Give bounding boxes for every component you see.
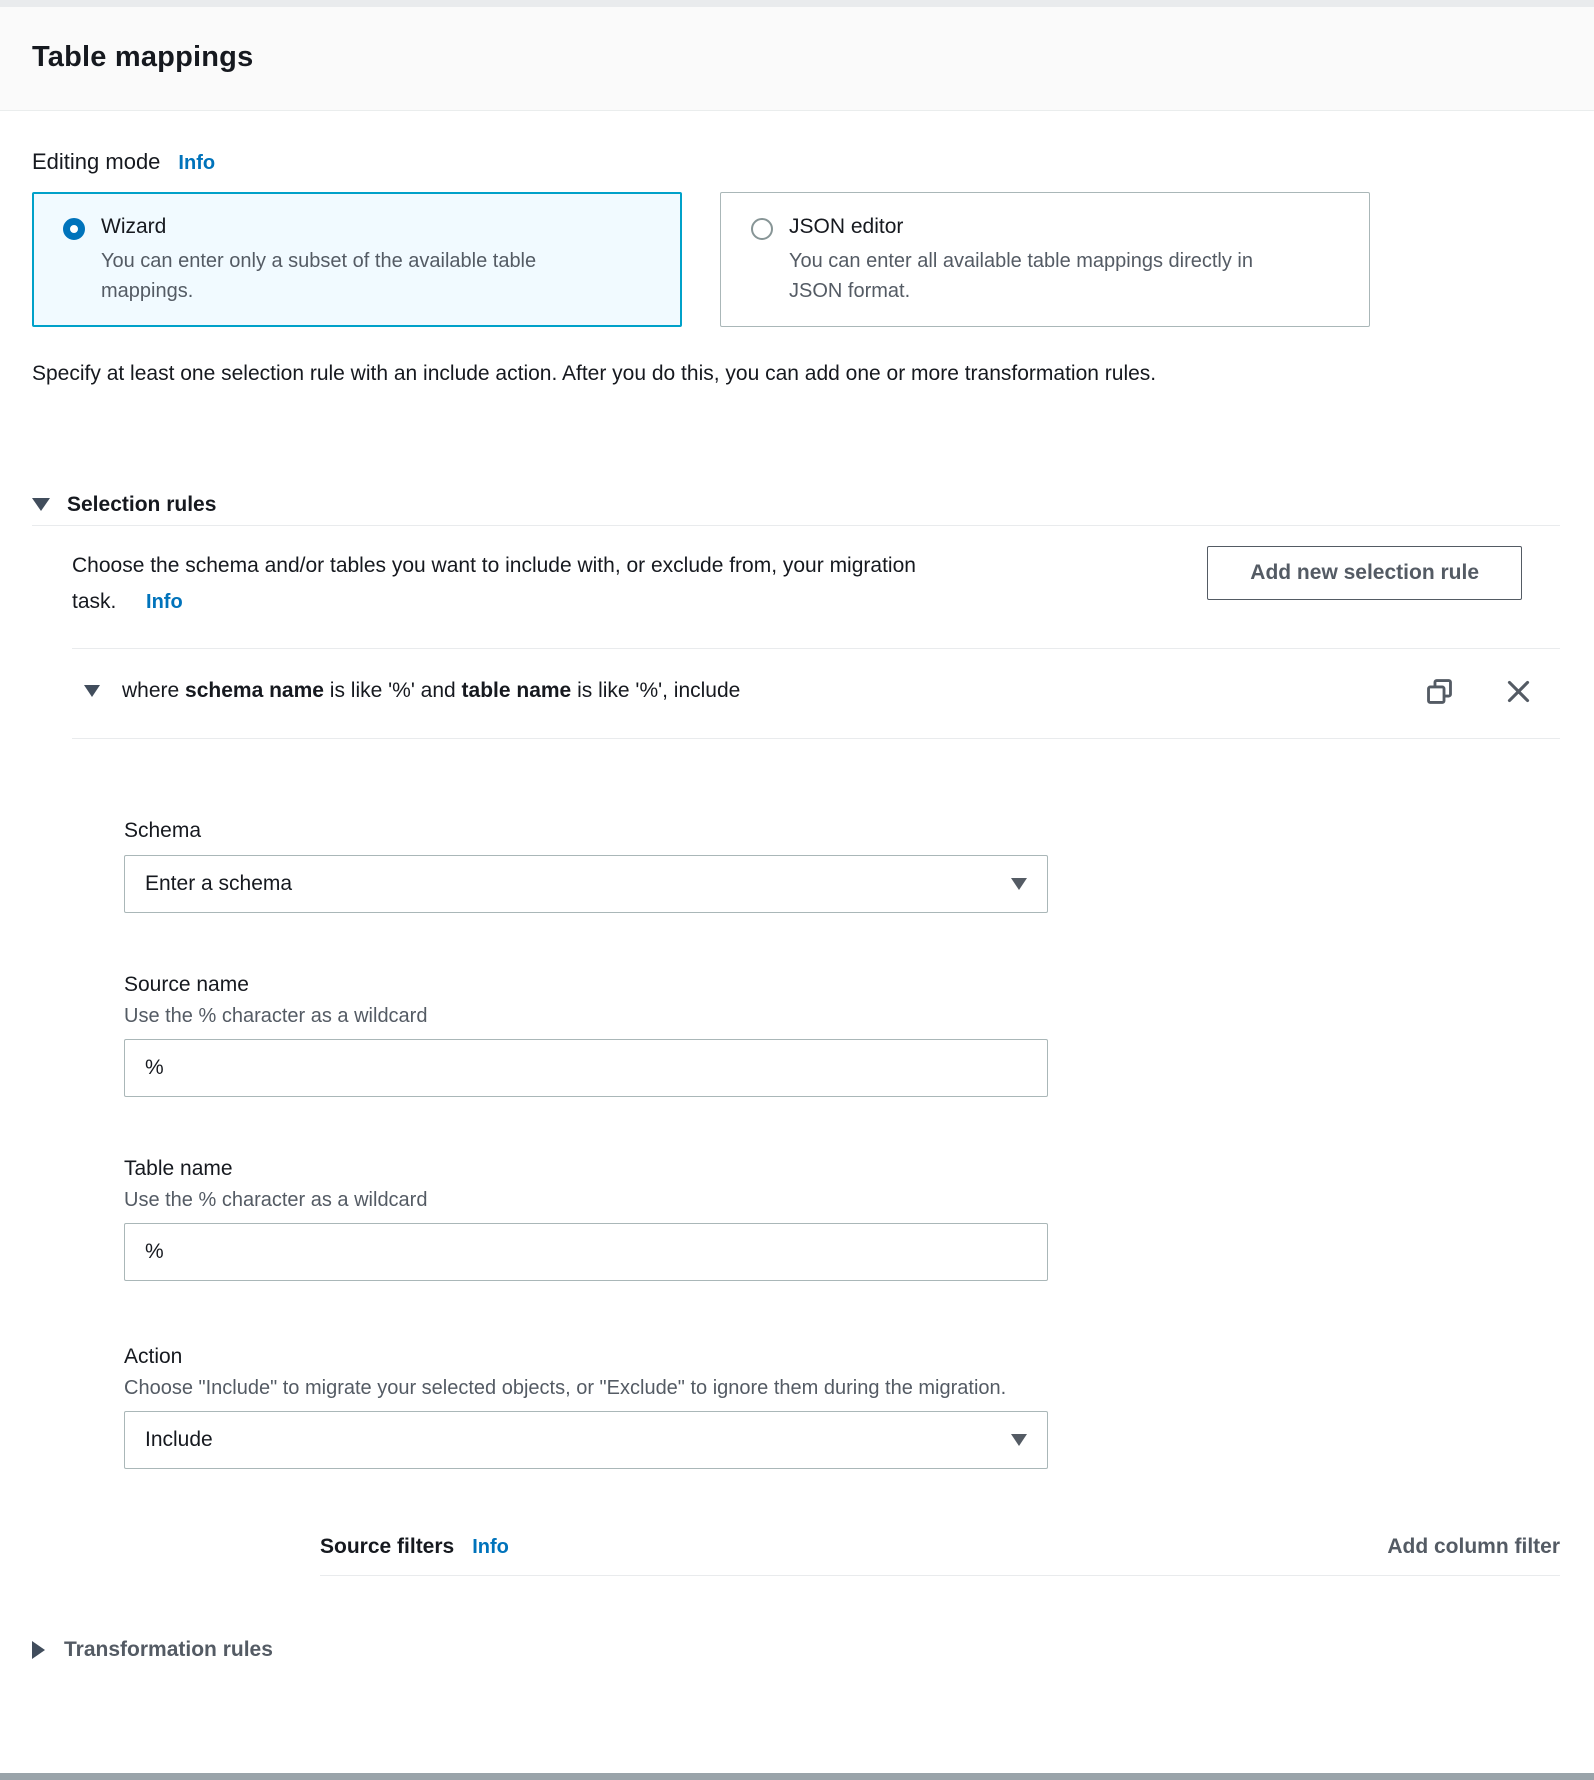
source-filters-row (320, 1535, 1560, 1559)
editing-mode-info-link[interactable]: Info (178, 152, 216, 174)
json-editor-option-label: JSON editor (789, 215, 904, 238)
add-selection-rule-button[interactable]: Add new selection rule (1207, 546, 1522, 600)
intro-text: Specify at least one selection rule with an include action. After you do this, you can add one or more transformation rules. (32, 362, 1157, 385)
bottom-panel-edge (0, 1773, 1594, 1780)
json-editor-radio-icon[interactable] (751, 218, 773, 240)
chevron-down-icon (1011, 1434, 1027, 1446)
selection-rules-description: Choose the schema and/or tables you want to include with, or exclude from, your migration task. Info (72, 553, 916, 613)
source-filters-info-link[interactable]: Info (472, 1535, 509, 1558)
selection-rules-intro-row (72, 546, 1560, 620)
divider (320, 1575, 1560, 1576)
source-name-input[interactable] (124, 1039, 1048, 1097)
divider (72, 738, 1560, 739)
table-mappings-panel (0, 111, 1594, 1662)
caret-down-icon (32, 498, 50, 511)
chevron-down-icon (1011, 878, 1027, 890)
remove-rule-button[interactable] (1501, 674, 1536, 709)
wizard-radio-selected-icon[interactable] (63, 218, 85, 240)
wizard-option-label: Wizard (101, 215, 167, 238)
table-name-helper: Use the % character as a wildcard (124, 1188, 428, 1211)
editing-mode-label: Editing mode (32, 149, 161, 174)
rule-summary: where schema name is like '%' and table name is like '%', include (122, 679, 741, 703)
table-name-label: Table name (124, 1156, 233, 1180)
json-editor-option-description: You can enter all available table mappings directly in JSON format. (789, 250, 1253, 302)
rule-caret-down-icon[interactable] (84, 685, 100, 697)
copy-icon (1424, 676, 1455, 707)
copy-rule-button[interactable] (1422, 674, 1457, 709)
transformation-rules-title: Transformation rules (64, 1637, 273, 1661)
tile-wizard[interactable] (32, 192, 682, 327)
source-name-label: Source name (124, 972, 249, 996)
source-name-helper: Use the % character as a wildcard (124, 1004, 428, 1027)
wizard-option-description: You can enter only a subset of the available table mappings. (101, 250, 537, 302)
rule-form (124, 817, 1560, 1576)
close-icon (1503, 676, 1534, 707)
panel-header (0, 7, 1594, 111)
caret-right-icon (32, 1641, 45, 1659)
top-divider-strip (0, 0, 1594, 7)
action-label: Action (124, 1344, 183, 1368)
editing-mode-options (32, 192, 1560, 327)
tile-json-editor[interactable] (720, 192, 1370, 327)
selection-rules-title: Selection rules (67, 492, 217, 516)
action-helper: Choose "Include" to migrate your selected objects, or "Exclude" to ignore them during the migration. (124, 1376, 1007, 1399)
table-name-input[interactable] (124, 1223, 1048, 1281)
action-select[interactable] (124, 1411, 1048, 1469)
schema-select[interactable] (124, 855, 1048, 913)
selection-rules-header[interactable] (32, 493, 1560, 517)
transformation-rules-header[interactable] (32, 1638, 1560, 1662)
source-filters-label: Source filters (320, 1534, 455, 1558)
rule-header (84, 649, 1560, 738)
editing-mode-row (32, 149, 1560, 181)
divider (32, 525, 1560, 526)
action-select-value: Include (145, 1427, 213, 1451)
selection-rules-info-link[interactable]: Info (146, 590, 183, 613)
schema-select-value: Enter a schema (145, 871, 293, 895)
page-title: Table mappings (32, 41, 254, 73)
schema-label: Schema (124, 818, 202, 842)
add-column-filter-button[interactable]: Add column filter (1387, 1534, 1560, 1558)
